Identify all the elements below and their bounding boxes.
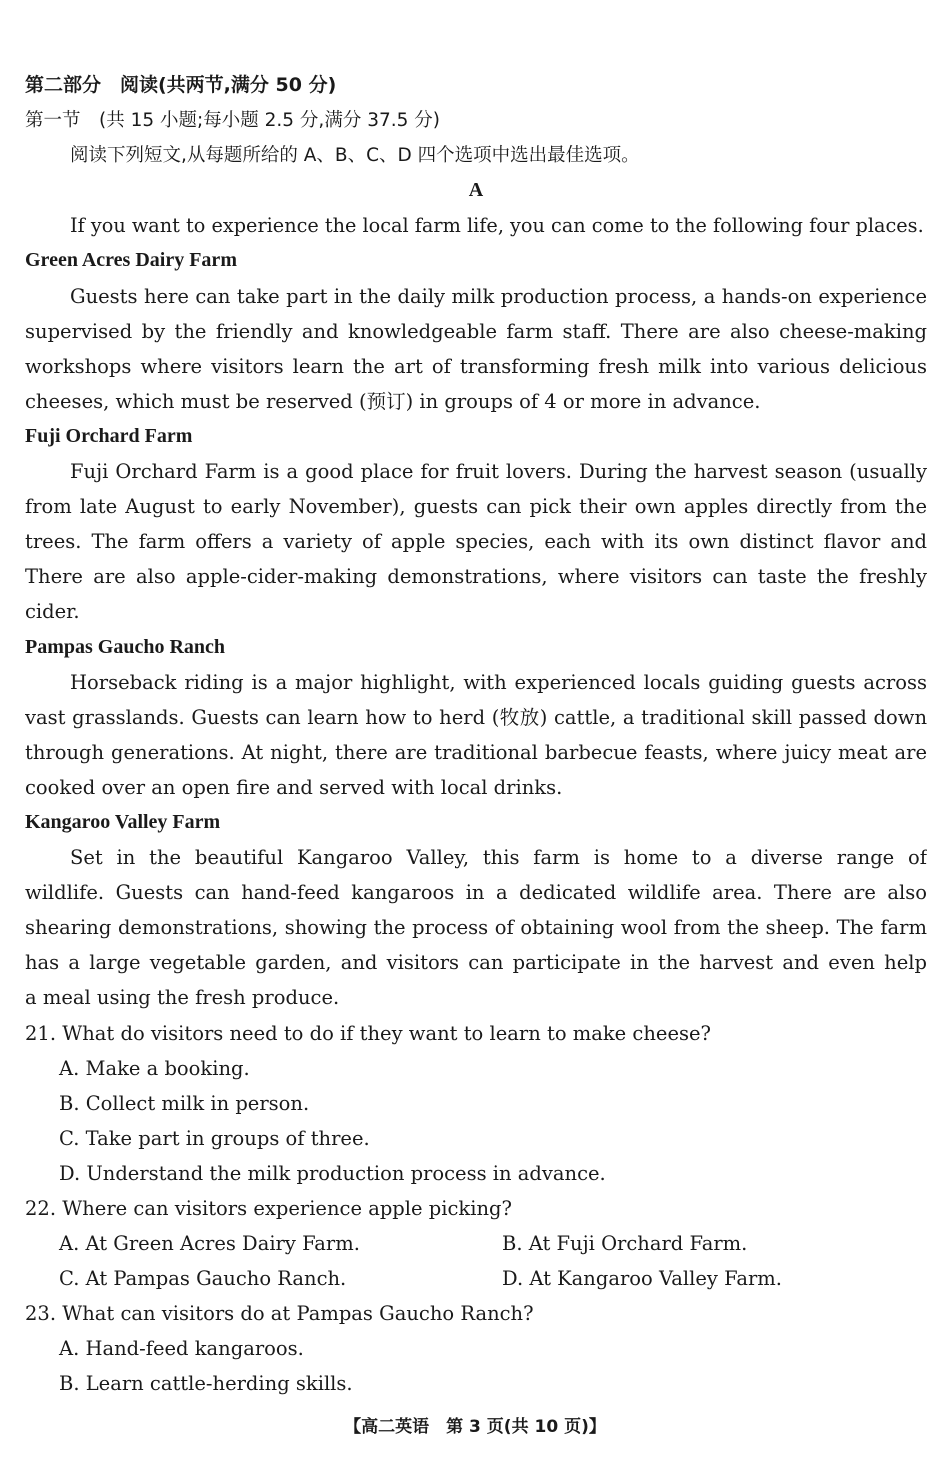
- question-21-option-d: D. Understand the milk production process in advance.: [59, 1161, 606, 1185]
- paragraph-line: cooked over an open fire and served with local drinks.: [25, 775, 563, 799]
- question-22-options-row-1: [25, 1226, 927, 1261]
- paragraph-line: Guests here can take part in the daily milk production process, a hands-on experience: [70, 284, 927, 308]
- question-22-stem: 22. Where can visitors experience apple picking?: [25, 1197, 512, 1220]
- question-21-option-a: A. Make a booking.: [59, 1056, 250, 1080]
- paragraph-line: through generations. At night, there are traditional barbecue feasts, where juicy meat are: [25, 740, 927, 764]
- question-21-stem: 21. What do visitors need to do if they want to learn to make cheese?: [25, 1021, 711, 1045]
- passage-intro: If you want to experience the local farm life, you can come to the following four places.: [70, 214, 924, 238]
- paragraph-line: from late August to early November), guests can pick their own apples directly from the: [25, 495, 927, 519]
- question-22-option-c: C. At Pampas Gaucho Ranch.: [59, 1267, 347, 1291]
- question-22-options-row-2: [25, 1261, 927, 1296]
- paragraph-line: Horseback riding is a major highlight, with experienced locals guiding guests across: [70, 670, 927, 694]
- paragraph-line: Fuji Orchard Farm is a good place for fruit lovers. During the harvest season (usually: [70, 460, 927, 484]
- paragraph-line: a meal using the fresh produce.: [25, 986, 340, 1010]
- section-title: 第一节 (共 15 小题;每小题 2.5 分,满分 37.5 分): [25, 110, 440, 132]
- paragraph-line: workshops where visitors learn the art of transforming fresh milk into various delicious: [25, 354, 927, 378]
- exam-page: [25, 68, 927, 1402]
- farm-title: Green Acres Dairy Farm: [25, 249, 237, 272]
- paragraph-line: There are also apple-cider-making demonstrations, where visitors can taste the freshly: [25, 565, 927, 589]
- question-22-option-a: A. At Green Acres Dairy Farm.: [59, 1232, 360, 1256]
- paragraph-line: cheeses, which must be reserved (预订) in groups of 4 or more in advance.: [25, 389, 761, 413]
- part-title: 第二部分 阅读(共两节,满分 50 分): [25, 74, 337, 96]
- paragraph-line: vast grasslands. Guests can learn how to herd (牧放) cattle, a traditional skill passed down: [25, 705, 927, 729]
- question-23-option-b: B. Learn cattle-herding skills.: [59, 1372, 353, 1396]
- passage-label: A: [468, 179, 484, 202]
- farm-title: Pampas Gaucho Ranch: [25, 635, 226, 658]
- question-21-option-c: C. Take part in groups of three.: [59, 1126, 370, 1150]
- page-footer: 【高二英语 第 3 页(共 10 页)】: [344, 1417, 606, 1437]
- paragraph-line: shearing demonstrations, showing the process of obtaining wool from the sheep. The farm: [25, 916, 927, 940]
- instruction: 阅读下列短文,从每题所给的 A、B、C、D 四个选项中选出最佳选项。: [70, 145, 640, 167]
- paragraph-line: has a large vegetable garden, and visitors can participate in the harvest and even help: [25, 951, 927, 975]
- question-22-option-d: D. At Kangaroo Valley Farm.: [502, 1267, 782, 1291]
- farm-title: Kangaroo Valley Farm: [25, 810, 221, 833]
- farm-title: Fuji Orchard Farm: [25, 424, 193, 447]
- question-21-option-b: B. Collect milk in person.: [59, 1091, 310, 1115]
- paragraph-line: trees. The farm offers a variety of apple species, each with its own distinct flavor and: [25, 530, 927, 554]
- paragraph-line: wildlife. Guests can hand-feed kangaroos in a dedicated wildlife area. There are also: [25, 881, 927, 905]
- paragraph-line: cider.: [25, 600, 80, 624]
- question-23-stem: 23. What can visitors do at Pampas Gaucho Ranch?: [25, 1302, 534, 1326]
- question-22-option-b: B. At Fuji Orchard Farm.: [502, 1232, 748, 1256]
- paragraph-line: Set in the beautiful Kangaroo Valley, this farm is home to a diverse range of: [70, 846, 927, 870]
- question-23-option-a: A. Hand-feed kangaroos.: [59, 1337, 304, 1361]
- paragraph-line: supervised by the friendly and knowledgeable farm staff. There are also cheese-making: [25, 319, 927, 343]
